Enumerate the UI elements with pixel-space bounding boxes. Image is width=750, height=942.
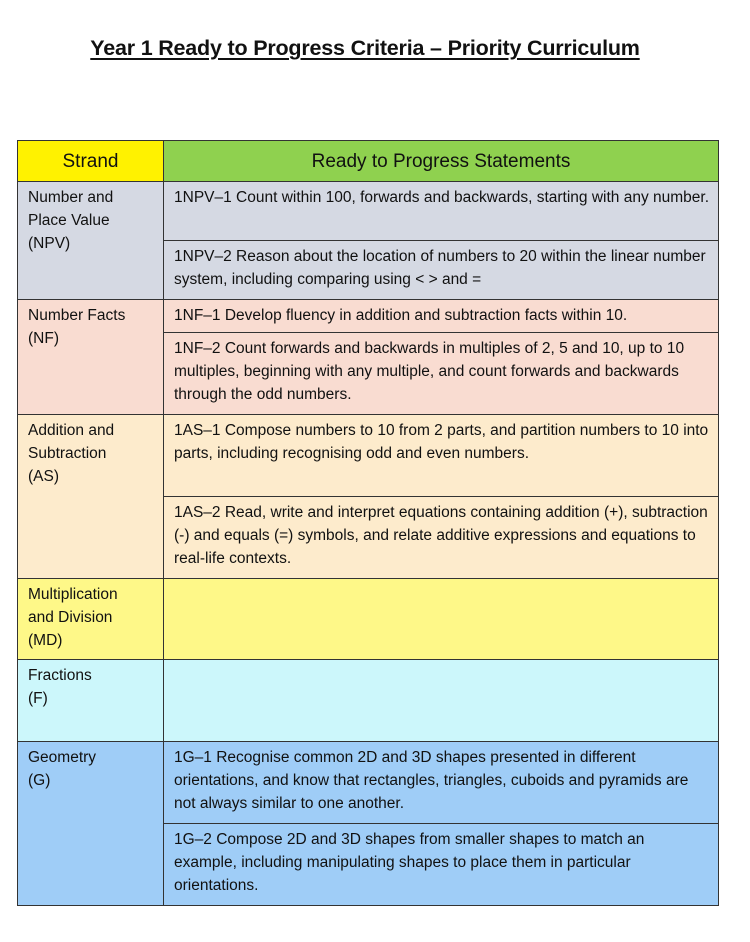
statement-1npv-2: 1NPV–2 Reason about the location of numbers to 20 within the linear number system, including comparing using < > and = bbox=[164, 241, 719, 300]
table-row-fractions bbox=[18, 660, 719, 742]
statement-1as-1: 1AS–1 Compose numbers to 10 from 2 parts, and partition numbers to 10 into parts, including recognising odd and even numbers. bbox=[164, 415, 719, 497]
strand-label-fractions: Fractions (F) bbox=[28, 667, 92, 707]
statement-1nf-1: 1NF–1 Develop fluency in addition and subtraction facts within 10. bbox=[164, 300, 719, 333]
strand-cell-md bbox=[18, 579, 164, 660]
strand-cell-geometry bbox=[18, 742, 164, 906]
table-row-as bbox=[18, 415, 719, 497]
strand-label-geometry: Geometry (G) bbox=[28, 749, 97, 789]
statement-1g-2: 1G–2 Compose 2D and 3D shapes from smaller shapes to match an example, including manipulating shapes to place them in particular orientations. bbox=[164, 824, 719, 906]
header-statements: Ready to Progress Statements bbox=[164, 141, 719, 182]
strand-cell-nf bbox=[18, 300, 164, 415]
statement-fractions-empty bbox=[164, 660, 719, 742]
statement-1nf-2: 1NF–2 Count forwards and backwards in multiples of 2, 5 and 10, up to 10 multiples, beginning with any multiple, and count forwards and backwards through the odd numbers. bbox=[164, 333, 719, 415]
table-row-geometry bbox=[18, 742, 719, 824]
strand-cell-fractions bbox=[18, 660, 164, 742]
statement-md-empty bbox=[164, 579, 719, 660]
criteria-table bbox=[17, 140, 719, 906]
strand-cell-npv bbox=[18, 182, 164, 300]
table-row-nf bbox=[18, 300, 719, 333]
strand-label-md: Multiplication and Division (MD) bbox=[28, 586, 118, 649]
header-strand: Strand bbox=[18, 141, 164, 182]
statement-1as-2: 1AS–2 Read, write and interpret equations containing addition (+), subtraction (-) and equals (=) symbols, and relate additive expressions and equations to real-life contexts. bbox=[164, 497, 719, 579]
strand-label-nf: Number Facts (NF) bbox=[28, 307, 126, 347]
strand-cell-as bbox=[18, 415, 164, 579]
statement-1npv-1: 1NPV–1 Count within 100, forwards and backwards, starting with any number. bbox=[164, 182, 719, 241]
strand-label-as: Addition and Subtraction (AS) bbox=[28, 422, 115, 485]
table-row-npv bbox=[18, 182, 719, 241]
strand-label-npv: Number and Place Value (NPV) bbox=[28, 189, 114, 252]
page-title: Year 1 Ready to Progress Criteria – Priority Curriculum bbox=[90, 36, 640, 60]
table-row-md bbox=[18, 579, 719, 660]
table-header-row bbox=[18, 141, 719, 182]
statement-1g-1: 1G–1 Recognise common 2D and 3D shapes presented in different orientations, and know that rectangles, triangles, cuboids and pyramids are not always similar to one another. bbox=[164, 742, 719, 824]
